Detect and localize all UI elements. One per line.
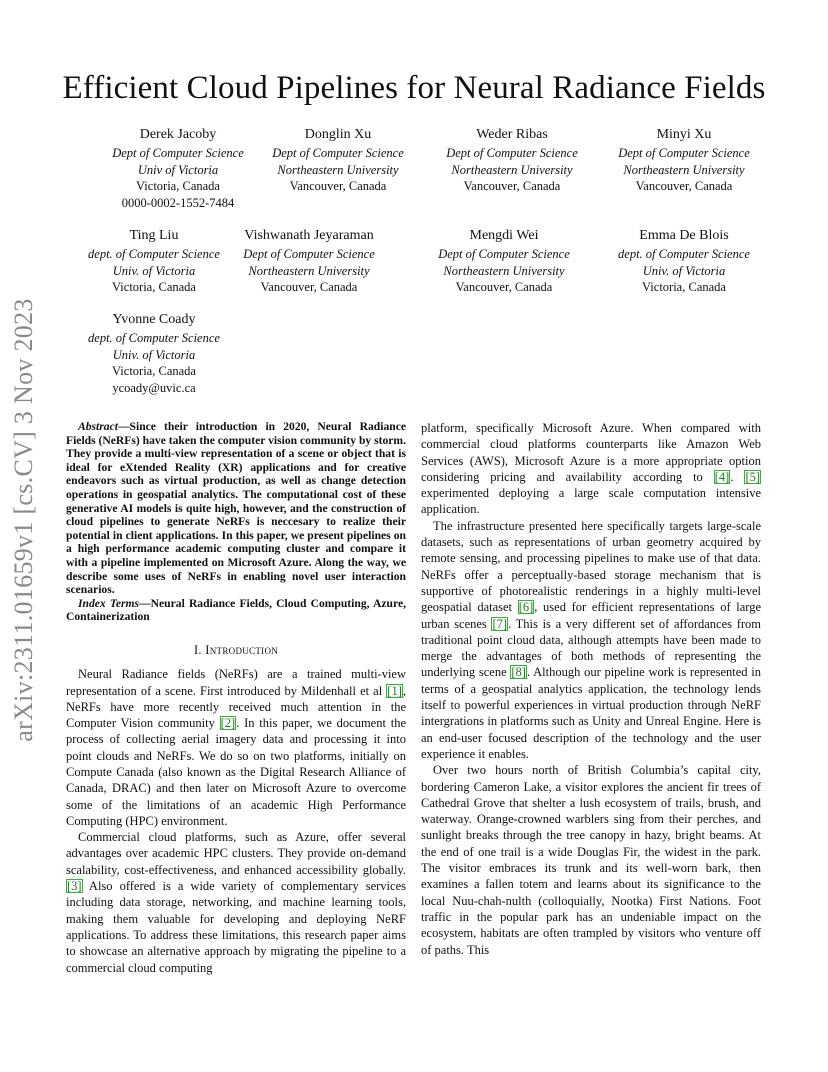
author-location: Vancouver, Canada [635, 179, 733, 193]
paragraph-text: . In this paper, we document the process of collecting aerial imagery data and processing it into point clouds and NeRFs. We do so on two platforms, initially on Compute Canada (also known as the Digital Research Alliance of Canada, DRAC) and then later on Microsoft Azure to overcome some of the limitations of an academic High Performance Computing (HPC) environment. [66, 716, 407, 828]
paragraph-text: The infrastructure presented here specifically targets large-scale datasets, such as representations of urban geometry acquired by remote sensing, and processing pipelines to make use of that data. NeRFs offer a perceptually-based storage mechanism that is supportive of photorealistic renderings in a highly multi-level geospatial dataset [421, 518, 761, 615]
section-heading [66, 642, 406, 658]
author-dept: dept. of Computer Science [88, 331, 220, 345]
paragraph-text: Neural Radiance fields (NeRFs) are a trained multi-view representation of a scene. First introduced by Mildenhall et al [66, 667, 406, 698]
citation-link[interactable]: [8] [511, 665, 526, 680]
author-dept: Dept of Computer Science [272, 146, 404, 160]
author-dept: Dept of Computer Science [438, 247, 570, 261]
author-card [234, 227, 384, 296]
body-paragraph [421, 518, 761, 762]
author-name: Weder Ribas [476, 127, 548, 142]
index-terms-label: Index Terms [78, 596, 140, 610]
author-name: Donglin Xu [304, 127, 372, 142]
author-univ: Northeastern University [623, 162, 745, 177]
arxiv-identifier-sidebar [2, 285, 46, 755]
paragraph-text: . [730, 469, 745, 484]
paragraph-text: , used for efficient representations of large urban scenes [421, 600, 762, 631]
author-univ: Univ. of Victoria [112, 347, 196, 362]
author-location: Vancouver, Canada [455, 280, 553, 294]
citation-link[interactable]: [7] [492, 616, 508, 631]
author-card [414, 227, 594, 296]
author-location: Victoria, Canada [112, 364, 196, 378]
paragraph-text: Commercial cloud platforms, such as Azure, offer several advantages over academic HPC clusters. They provide on-demand scalability, cost-effectiveness, and enhanced accessibility globally. [66, 830, 406, 877]
author-dept: Dept of Computer Science [112, 146, 244, 160]
author-name: Ting Liu [129, 228, 179, 243]
author-name: Derek Jacoby [139, 127, 217, 142]
citation-link[interactable]: [2] [220, 716, 236, 731]
citation-link[interactable]: [4] [714, 469, 730, 484]
left-column [66, 420, 406, 976]
author-card [64, 311, 244, 396]
author-dept: dept. of Computer Science [618, 247, 750, 261]
author-name: Vishwanath Jeyaraman [244, 228, 374, 243]
author-name: Yvonne Coady [112, 312, 196, 327]
author-location: Victoria, Canada [642, 280, 726, 294]
body-paragraph [66, 829, 406, 976]
author-univ: Northeastern University [248, 263, 370, 278]
paragraph-text: . This is a very different set of affordances from traditional point cloud data, although attempts have been made to merge the advantages of both methods of representing the underlying scene [421, 616, 762, 680]
author-univ: Northeastern University [277, 162, 399, 177]
paragraph-text: , NeRFs have more recently received much attention in the Computer Vision community [66, 683, 406, 731]
author-dept: dept. of Computer Science [88, 247, 220, 261]
author-dept: Dept of Computer Science [446, 146, 578, 160]
author-univ: Northeastern University [443, 263, 565, 278]
author-location: Victoria, Canada [136, 179, 220, 193]
body-paragraph [421, 762, 761, 958]
author-card [594, 126, 774, 195]
author-card [88, 126, 268, 211]
citation-link[interactable]: [5] [745, 469, 761, 484]
abstract-label: Abstract [78, 420, 118, 433]
abstract-text: —Since their introduction in 2020, Neural Radiance Fields (NeRFs) have taken the computer vision community by storm. They provide a multi-view representation of a scene or object that is ideal for eXtended Reality (XR) applications and for creative endeavors such as virtual production, as well as change detection operations in geospatial analytics. The computational cost of these generative AI models is quite high, however, and the construction of cloud pipelines to generate NeRFs is neccesary to realize their potential in client applications. In this paper, we present pipelines on a high performance academic computing cluster and compare it with a pipeline implemented on Microsoft Azure. Along the way, we describe some uses of NeRFs in enabling novel user interaction scenarios. [66, 420, 406, 597]
paragraph-text: experimented deploying a large scale computation intensive application. [421, 486, 761, 517]
citation-link[interactable]: [1] [387, 683, 402, 698]
author-dept: Dept of Computer Science [243, 247, 375, 261]
author-card [422, 126, 602, 195]
author-location: Vancouver, Canada [260, 280, 358, 294]
author-location: Vancouver, Canada [463, 179, 561, 193]
author-location: Victoria, Canada [112, 280, 196, 294]
author-univ: Univ. of Victoria [112, 263, 196, 278]
author-card [248, 126, 428, 195]
author-univ: Univ. of Victoria [642, 263, 726, 278]
intro-paragraphs-right [421, 420, 761, 958]
author-email: ycoady@uvic.ca [112, 380, 196, 395]
right-column [421, 420, 761, 958]
author-location: Vancouver, Canada [289, 179, 387, 193]
body-paragraph [66, 666, 406, 829]
author-name: Mengdi Wei [469, 228, 539, 243]
arxiv-identifier: arXiv:2311.01659v1 [cs.CV] 3 Nov 2023 [9, 298, 38, 742]
intro-paragraphs-left [66, 666, 406, 976]
paragraph-text: Also offered is a wide variety of complementary services including data storage, networking, and machine learning tools, making them valuable for developing and deploying NeRF applications. To address these limitations, this research paper aims to showcase an alternative approach by migrating the pipeline to a commercial cloud computing [66, 879, 406, 975]
index-terms [66, 597, 406, 624]
section-numeral: I. [193, 642, 202, 657]
section-title: Introduction [205, 642, 279, 657]
citation-link[interactable]: [3] [67, 879, 82, 894]
author-univ: Northeastern University [451, 162, 573, 177]
author-name: Minyi Xu [656, 127, 712, 142]
author-dept: Dept of Computer Science [618, 146, 750, 160]
paper-title: Efficient Cloud Pipelines for Neural Radiance Fields [62, 70, 766, 106]
author-name: Emma De Blois [639, 228, 729, 243]
paragraph-text: . Although our pipeline work is represented in terms of a geospatial analytics application, the technology lends itself to powerful experiences in virtual production through NeRF intergrations in platforms such as Unity and Unreal Engine. Here is an end-user focused description of the technology and the user experience it enables. [421, 665, 761, 761]
author-card [64, 227, 244, 296]
citation-link[interactable]: [6] [518, 600, 534, 615]
author-card [594, 227, 774, 296]
abstract [66, 420, 406, 597]
author-orcid: 0000-0002-1552-7484 [121, 195, 235, 210]
author-univ: Univ of Victoria [137, 162, 219, 177]
index-terms-text: —Neural Radiance Fields, Cloud Computing, Azure, Containerization [66, 596, 406, 624]
body-paragraph [421, 420, 761, 518]
paragraph-text: Over two hours north of British Columbia’s capital city, bordering Cameron Lake, a visitor explores the ancient fir trees of Cathedral Grove that shelter a lush ecosystem of trails, brush, and waterway. Orange-crowned warblers sing from their perches, and sunlight breaks through the tree canopy in hazy, bright beams. At the end of one trail is a wide Douglas Fir, the widest in the park. The visitor embraces its trunk and its well-worn bark, then examines a fallen totem and learns about its significance to the local Nuu-chah-nulth (colloquially, Nootka) First Nations. Foot traffic in the popular park has an undeniable impact on the ecosystem, habitats are often trampled by visitors who venture off of paths. This [421, 763, 761, 957]
paragraph-text: platform, specifically Microsoft Azure. When compared with commercial cloud platforms counterparts like Amazon Web Services (AWS), Microsoft Azure is a more appropriate option considering pricing and availability according to [421, 421, 761, 484]
